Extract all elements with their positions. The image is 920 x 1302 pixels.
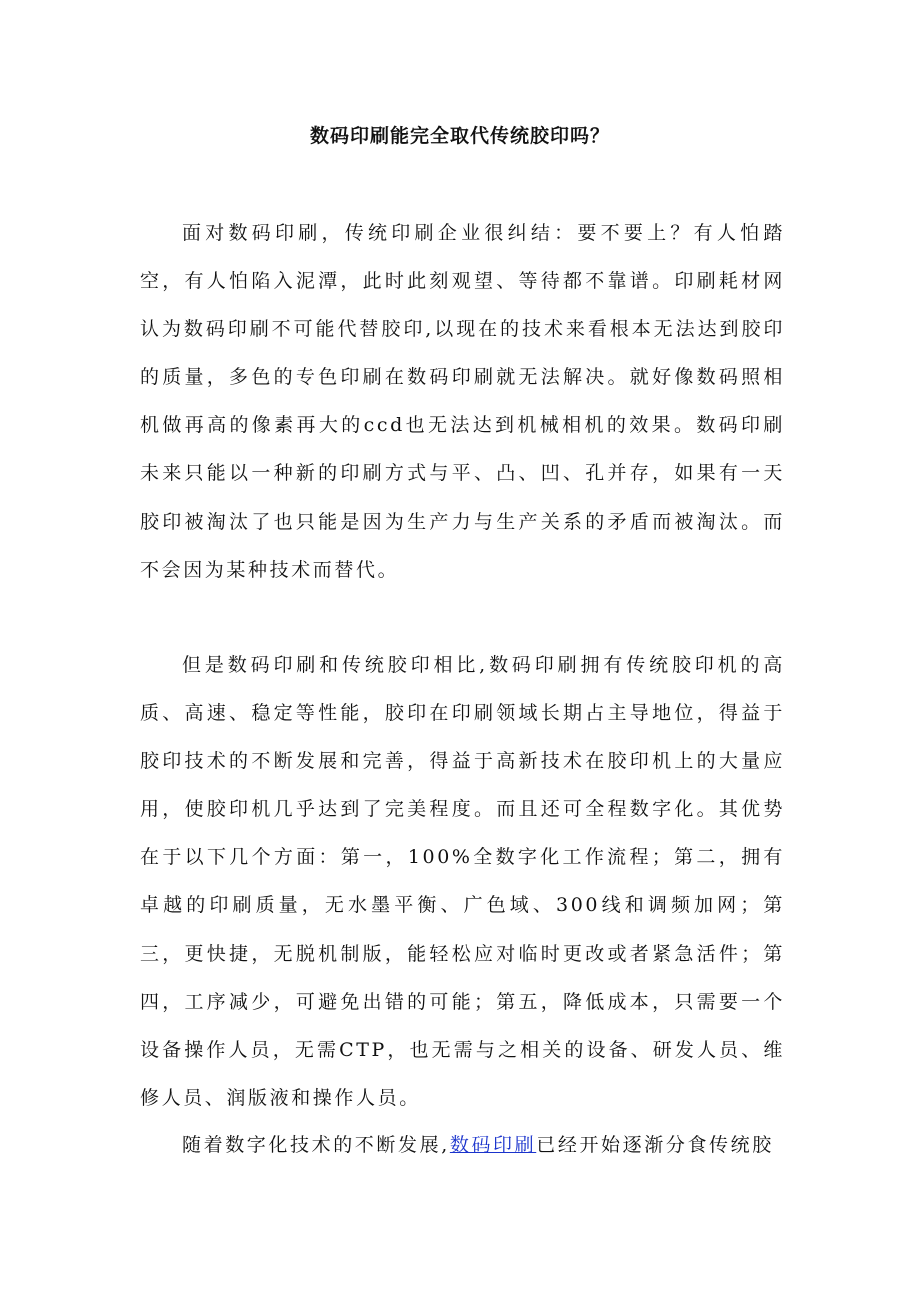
paragraph-1: 面对数码印刷，传统印刷企业很纠结：要不要上？有人怕踏空，有人怕陷入泥潭，此时此刻观望、等待都不靠谱。印刷耗材网认为数码印刷不可能代替胶印,以现在的技术来看根本无法达到胶印的质量，多色的专色印刷在数码印刷就无法解决。就好像数码照相机做再高的像素再大的ccd也无法达到机械相机的效果。数码印刷未来只能以一种新的印刷方式与平、凸、凹、孔并存，如果有一天胶印被淘汰了也只能是因为生产力与生产关系的矛盾而被淘汰。而不会因为某种技术而替代。: [140, 222, 785, 581]
paragraph-3-text-after: 已经开始逐渐分食传统胶: [536, 1134, 774, 1156]
page-title: 数码印刷能完全取代传统胶印吗？: [309, 125, 610, 147]
paragraph-2: 但是数码印刷和传统胶印相比,数码印刷拥有传统胶印机的高质、高速、稳定等性能，胶印在印刷领域长期占主导地位，得益于胶印技术的不断发展和完善，得益于高新技术在胶印机上的大量应用，使胶印机几乎达到了完美程度。而且还可全程数字化。其优势在于以下几个方面：第一，100%全数字化工作流程；第二，拥有卓越的印刷质量，无水墨平衡、广色域、300线和调频加网；第三，更快捷，无脱机制版，能轻松应对临时更改或者紧急活件；第四，工序减少，可避免出错的可能；第五，降低成本，只需要一个设备操作人员，无需CTP，也无需与之相关的设备、研发人员、维修人员、润版液和操作人员。: [140, 654, 785, 1109]
paragraph-3: [140, 1121, 785, 1169]
digital-printing-link[interactable]: 数码印刷: [449, 1134, 537, 1156]
paragraph-3-text-before: 随着数字化技术的不断发展,: [182, 1134, 450, 1156]
